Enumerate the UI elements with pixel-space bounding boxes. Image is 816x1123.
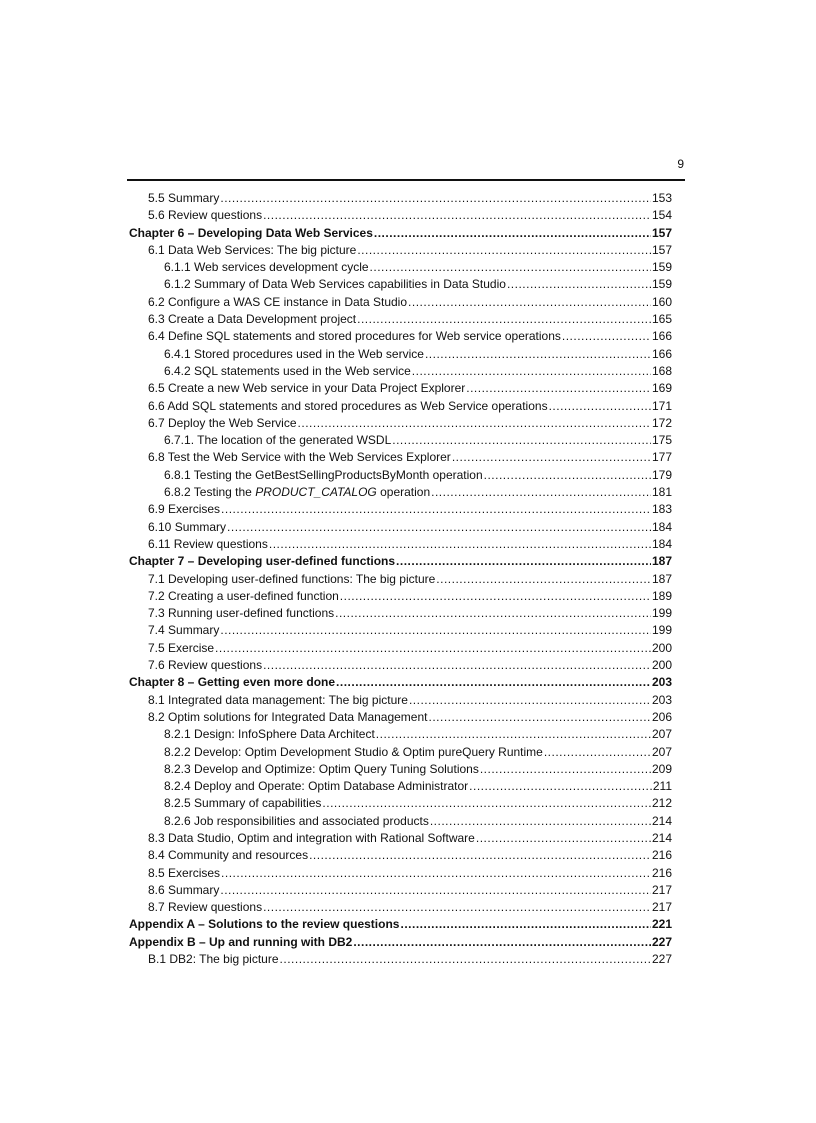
toc-leader-dots <box>263 207 651 224</box>
toc-entry[interactable] <box>129 190 672 207</box>
toc-entry-title: 6.7.1. The location of the generated WSDL <box>164 433 392 448</box>
toc-leader-dots <box>480 761 651 778</box>
toc-entry-title: Chapter 6 – Developing Data Web Services <box>129 225 373 240</box>
toc-entry-title: 6.5 Create a new Web service in your Data Project Explorer <box>148 381 466 396</box>
toc-entry[interactable] <box>129 830 672 847</box>
toc-entry-title: 8.2 Optim solutions for Integrated Data Management <box>148 709 428 724</box>
toc-entry-title: 6.9 Exercises <box>148 502 221 517</box>
toc-leader-dots <box>357 242 651 259</box>
toc-leader-dots <box>374 225 651 242</box>
toc-entry[interactable] <box>129 605 672 622</box>
toc-leader-dots <box>322 795 651 812</box>
toc-entry-page: 183 <box>651 502 672 517</box>
toc-entry[interactable] <box>129 501 672 518</box>
toc-leader-dots <box>476 830 651 847</box>
toc-leader-dots <box>280 951 651 968</box>
toc-chapter-entry[interactable] <box>129 674 672 691</box>
toc-entry[interactable] <box>129 449 672 466</box>
toc-entry-page: 199 <box>651 623 672 638</box>
toc-entry-page: 227 <box>651 952 672 967</box>
toc-leader-dots <box>335 605 651 622</box>
toc-leader-dots <box>429 709 651 726</box>
toc-entry-title: Appendix A – Solutions to the review questions <box>129 917 400 932</box>
toc-entry[interactable] <box>129 259 672 276</box>
toc-entry-title: 6.11 Review questions <box>148 536 268 551</box>
toc-entry-title: 6.8.1 Testing the GetBestSellingProductsByMonth operation <box>164 467 483 482</box>
toc-entry[interactable] <box>129 346 672 363</box>
toc-entry-page: 212 <box>651 796 672 811</box>
toc-entry-page: 169 <box>651 381 672 396</box>
toc-entry[interactable] <box>129 657 672 674</box>
toc-entry-page: 157 <box>651 242 672 257</box>
toc-entry-title: Chapter 8 – Getting even more done <box>129 675 336 690</box>
toc-entry-title: 6.2 Configure a WAS CE instance in Data Studio <box>148 294 408 309</box>
toc-entry[interactable] <box>129 692 672 709</box>
toc-entry-title: 6.1.1 Web services development cycle <box>164 260 369 275</box>
toc-entry-page: 227 <box>651 934 672 949</box>
toc-chapter-entry[interactable] <box>129 934 672 951</box>
toc-entry-title: 8.2.6 Job responsibilities and associated products <box>164 813 429 828</box>
toc-entry[interactable] <box>129 536 672 553</box>
toc-entry-title: 7.3 Running user-defined functions <box>148 606 335 621</box>
toc-entry-title: 6.8 Test the Web Service with the Web Services Explorer <box>148 450 451 465</box>
page-number: 9 <box>677 157 684 171</box>
toc-entry-title: 8.5 Exercises <box>148 865 221 880</box>
toc-entry[interactable] <box>129 640 672 657</box>
toc-leader-dots <box>227 519 651 536</box>
toc-chapter-entry[interactable] <box>129 225 672 242</box>
toc-leader-dots <box>263 899 651 916</box>
toc-entry[interactable] <box>129 899 672 916</box>
toc-entry[interactable] <box>129 467 672 484</box>
toc-entry[interactable] <box>129 328 672 345</box>
toc-entry-title: 7.6 Review questions <box>148 658 263 673</box>
toc-entry[interactable] <box>129 847 672 864</box>
toc-entry-title: 6.4.2 SQL statements used in the Web service <box>164 363 411 378</box>
toc-leader-dots <box>430 813 651 830</box>
toc-leader-dots <box>221 501 651 518</box>
toc-leader-dots <box>298 415 651 432</box>
toc-leader-dots <box>336 674 651 691</box>
toc-entry-page: 175 <box>651 433 672 448</box>
toc-entry-page: 203 <box>651 692 672 707</box>
toc-leader-dots <box>220 622 651 639</box>
toc-entry-title: 6.4.1 Stored procedures used in the Web service <box>164 346 424 361</box>
toc-entry-page: 160 <box>651 294 672 309</box>
toc-entry-title: 8.7 Review questions <box>148 900 263 915</box>
toc-leader-dots <box>396 553 651 570</box>
toc-entry-page: 187 <box>651 554 672 569</box>
toc-entry-title: Chapter 7 – Developing user-defined functions <box>129 554 396 569</box>
toc-entry-page: 157 <box>651 225 672 240</box>
toc-entry-page: 217 <box>651 882 672 897</box>
toc-entry-page: 216 <box>651 848 672 863</box>
toc-leader-dots <box>376 726 651 743</box>
toc-leader-dots <box>370 259 651 276</box>
toc-entry-title: 8.2.3 Develop and Optimize: Optim Query Tuning Solutions <box>164 761 479 776</box>
toc-entry-title: 7.1 Developing user-defined functions: The big picture <box>148 571 436 586</box>
toc-entry[interactable] <box>129 726 672 743</box>
toc-entry-title: 6.7 Deploy the Web Service <box>148 415 297 430</box>
toc-entry-page: 189 <box>651 588 672 603</box>
toc-leader-dots <box>269 536 651 553</box>
toc-entry[interactable] <box>129 622 672 639</box>
toc-entry[interactable] <box>129 865 672 882</box>
toc-entry-page: 154 <box>651 208 672 223</box>
toc-entry-title: 6.1 Data Web Services: The big picture <box>148 242 357 257</box>
toc-entry-page: 168 <box>651 363 672 378</box>
toc-entry-page: 166 <box>651 329 672 344</box>
toc-entry-page: 181 <box>651 485 672 500</box>
toc-entry-title: B.1 DB2: The big picture <box>148 952 279 967</box>
toc-entry-title: Appendix B – Up and running with DB2 <box>129 934 353 949</box>
toc-entry-title: 7.2 Creating a user-defined function <box>148 588 339 603</box>
toc-leader-dots <box>412 363 651 380</box>
toc-entry-page: 207 <box>651 727 672 742</box>
toc-entry[interactable] <box>129 709 672 726</box>
toc-entry-page: 187 <box>651 571 672 586</box>
toc-entry-page: 207 <box>651 744 672 759</box>
toc-entry[interactable] <box>129 795 672 812</box>
toc-leader-dots <box>466 380 651 397</box>
toc-entry-page: 214 <box>651 830 672 845</box>
toc-leader-dots <box>392 432 651 449</box>
toc-leader-dots <box>425 346 651 363</box>
toc-entry-page: 214 <box>651 813 672 828</box>
toc-chapter-entry[interactable] <box>129 553 672 570</box>
toc-chapter-entry[interactable] <box>129 916 672 933</box>
toc-entry-title: 8.2.4 Deploy and Operate: Optim Database Administrator <box>164 779 469 794</box>
toc-entry[interactable] <box>129 294 672 311</box>
header-rule <box>127 179 685 181</box>
toc-entry[interactable] <box>129 571 672 588</box>
toc-entry-page: 203 <box>651 675 672 690</box>
toc-entry-title: 6.1.2 Summary of Data Web Services capabilities in Data Studio <box>164 277 506 292</box>
toc-entry-page: 166 <box>651 346 672 361</box>
toc-entry[interactable] <box>129 744 672 761</box>
toc-leader-dots <box>221 865 651 882</box>
toc-entry-page: 153 <box>651 191 672 205</box>
toc-entry-page: 172 <box>651 415 672 430</box>
toc-entry[interactable] <box>129 813 672 830</box>
toc-entry-page: 165 <box>651 312 672 327</box>
toc-leader-dots <box>484 467 651 484</box>
toc-leader-dots <box>400 916 650 933</box>
toc-leader-dots <box>353 934 651 951</box>
toc-entry-page: 200 <box>651 658 672 673</box>
toc-entry[interactable] <box>129 380 672 397</box>
toc-entry-title: 6.4 Define SQL statements and stored procedures for Web service operations <box>148 329 561 344</box>
toc-leader-dots <box>436 571 651 588</box>
toc-entry-title: 8.4 Community and resources <box>148 848 309 863</box>
toc-entry-title: 5.6 Review questions <box>148 208 263 223</box>
toc-entry[interactable] <box>129 363 672 380</box>
toc-leader-dots <box>469 778 652 795</box>
toc-entry[interactable] <box>129 311 672 328</box>
toc-entry-page: 159 <box>651 277 672 292</box>
toc-leader-dots <box>357 311 651 328</box>
toc-entry-page: 199 <box>651 606 672 621</box>
toc-leader-dots <box>549 398 651 415</box>
toc-leader-dots <box>263 657 651 674</box>
toc-entry-title: 8.2.1 Design: InfoSphere Data Architect <box>164 727 375 742</box>
toc-leader-dots <box>220 882 651 899</box>
toc-entry-page: 171 <box>651 398 672 413</box>
toc-leader-dots <box>220 190 651 207</box>
toc-entry[interactable] <box>129 761 672 778</box>
toc-entry-title: 8.2.2 Develop: Optim Development Studio & Optim pureQuery Runtime <box>164 744 543 759</box>
toc-entry-title: 6.6 Add SQL statements and stored procedures as Web Service operations <box>148 398 548 413</box>
toc-entry-title: 6.3 Create a Data Development project <box>148 312 357 327</box>
toc-entry-title: 8.6 Summary <box>148 882 220 897</box>
toc-entry-title: 8.2.5 Summary of capabilities <box>164 796 322 811</box>
toc-leader-dots <box>215 640 651 657</box>
toc-entry[interactable] <box>129 588 672 605</box>
toc-entry-page: 209 <box>651 761 672 776</box>
toc-leader-dots <box>544 744 651 761</box>
toc-leader-dots <box>309 847 651 864</box>
toc-entry-page: 200 <box>651 640 672 655</box>
toc-entry[interactable] <box>129 519 672 536</box>
toc-entry[interactable] <box>129 432 672 449</box>
toc-entry[interactable] <box>129 415 672 432</box>
toc-entry-page: 184 <box>651 536 672 551</box>
toc-entry-title: 7.5 Exercise <box>148 640 215 655</box>
toc-entry-title: 6.10 Summary <box>148 519 227 534</box>
toc-entry-title: 8.3 Data Studio, Optim and integration with Rational Software <box>148 830 475 845</box>
toc-entry[interactable] <box>129 207 672 224</box>
toc-entry-page: 211 <box>652 779 672 794</box>
toc-entry-title: 5.5 Summary <box>148 191 220 205</box>
toc-entry[interactable] <box>129 276 672 293</box>
toc-leader-dots <box>340 588 651 605</box>
toc-leader-dots <box>408 294 651 311</box>
toc-leader-dots <box>507 276 651 293</box>
toc-leader-dots <box>431 484 651 501</box>
toc-entry-page: 206 <box>651 709 672 724</box>
toc-entry[interactable] <box>129 882 672 899</box>
table-of-contents <box>129 190 672 968</box>
toc-leader-dots <box>409 692 651 709</box>
toc-entry-title: 7.4 Summary <box>148 623 220 638</box>
toc-entry-page: 159 <box>651 260 672 275</box>
toc-entry-page: 217 <box>651 900 672 915</box>
toc-leader-dots <box>562 328 651 345</box>
toc-leader-dots <box>452 449 651 466</box>
toc-entry[interactable] <box>129 951 672 968</box>
toc-entry[interactable] <box>129 778 672 795</box>
toc-entry-page: 221 <box>651 917 672 932</box>
toc-entry[interactable] <box>129 242 672 259</box>
toc-entry[interactable] <box>129 484 672 501</box>
toc-entry-title: 6.8.2 Testing the PRODUCT_CATALOG operation <box>164 485 431 500</box>
toc-entry-page: 216 <box>651 865 672 880</box>
toc-entry-page: 177 <box>651 450 672 465</box>
toc-entry-page: 184 <box>651 519 672 534</box>
toc-entry-title: 8.1 Integrated data management: The big picture <box>148 692 408 707</box>
toc-entry-page: 179 <box>651 467 672 482</box>
toc-entry[interactable] <box>129 398 672 415</box>
